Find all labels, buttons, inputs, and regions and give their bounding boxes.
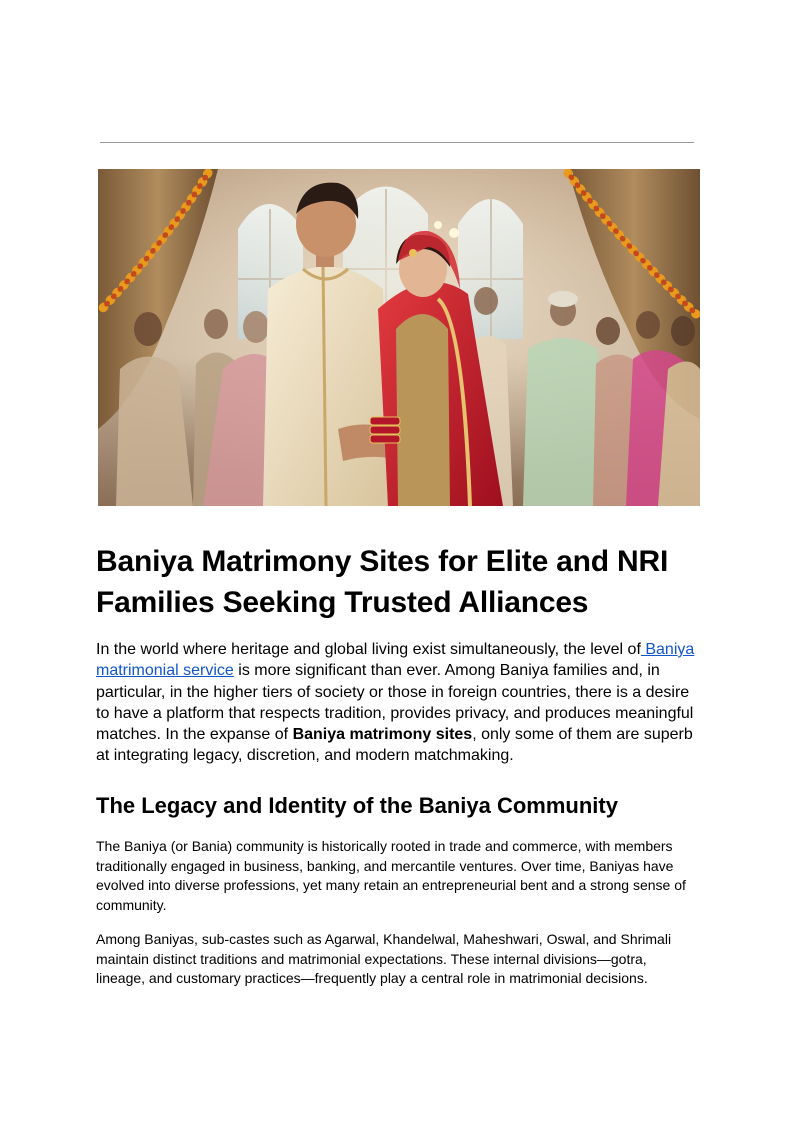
intro-bold-text: Baniya matrimony sites bbox=[292, 726, 473, 744]
wedding-couple-photo bbox=[98, 169, 700, 506]
article-title: Baniya Matrimony Sites for Elite and NRI Families Seeking Trusted Alliances bbox=[96, 545, 669, 619]
section-paragraph-1: The Baniya (or Bania) community is historically rooted in trade and commerce, with members traditionally engaged in business, banking, and mercantile ventures. Over time, Baniyas have evolved into diverse professions, yet many retain an entrepreneurial bent and a strong sense of community. bbox=[96, 838, 686, 913]
section-paragraph-2: Among Baniyas, sub-castes such as Agarwal, Khandelwal, Maheshwari, Oswal, and Shrimali maintain distinct traditions and matrimonial expectations. These internal divisions—gotra, lineage, and customary practices—frequently play a central role in matrimonial decisions. bbox=[96, 931, 672, 986]
baniya-matrimonial-service-link[interactable]: Baniya matrimonial service bbox=[96, 641, 695, 680]
intro-text-2: is more significant than ever. Among Baniya families and, in particular, in the higher tiers of society or those in foreign countries, there is a desire to have a platform that respects tradition, provides privacy, and produces meaningful matches. In the expanse of bbox=[96, 662, 694, 744]
intro-text-3: , only some of them are superb at integrating legacy, discretion, and modern matchmaking. bbox=[96, 726, 693, 765]
intro-paragraph bbox=[96, 639, 698, 767]
intro-text-1: In the world where heritage and global living exist simultaneously, the level of bbox=[96, 641, 641, 658]
section-heading: The Legacy and Identity of the Baniya Community bbox=[96, 793, 618, 818]
horizontal-rule bbox=[100, 142, 694, 143]
